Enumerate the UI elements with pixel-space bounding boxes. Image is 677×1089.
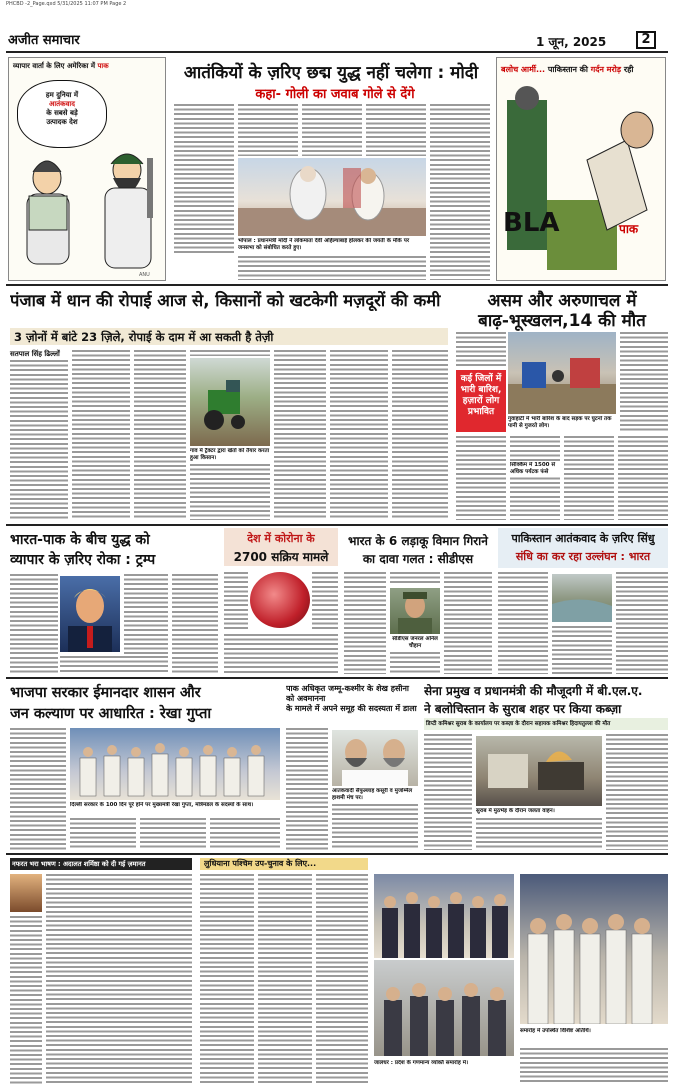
bottom-photo-right-caption: समारोह में उपस्थित विशिष्ट अतिथि। <box>520 1028 591 1034</box>
page-number: 2 <box>636 31 656 49</box>
cartoon-left-title-accent: पाक <box>97 62 109 70</box>
lead-subheadline: कहा- गोली का जवाब गोले से देंगे <box>255 87 415 102</box>
cds-text-bottom <box>390 652 440 674</box>
corona-text-right <box>312 572 338 632</box>
paddy-text-col-3 <box>134 350 186 520</box>
rekha-text-col-4 <box>210 818 280 850</box>
section-rule-1 <box>6 284 668 286</box>
army-subheadline: डिप्टी कमिश्नर सुराब के कार्यालय पर कब्ज़ा के दौरान सहायक कमिश्नर हिदायतुल्ला की मौत <box>424 718 668 730</box>
army-headline-2: ने बलोचिस्तान के सुराब शहर पर किया कब्ज़ा <box>424 702 622 716</box>
paper-name: अजीत समाचार <box>8 33 80 48</box>
paddy-subheadline: 3 ज़ोनों में बांटे 23 ज़िले, रोपाई के दाम में आ सकती है तेज़ी <box>14 330 274 344</box>
lead-text-col-5 <box>430 104 490 280</box>
lead-headline: आतंकियों के ज़रिए छद्म युद्ध नहीं चलेगा : मोदी <box>183 63 479 83</box>
masthead-date: 1 जून, 2025 <box>536 35 607 49</box>
paddy-text-col-5 <box>274 350 326 520</box>
paddy-text-col-2 <box>72 350 130 520</box>
assam-headline-1: असम और अरुणाचल में <box>487 291 637 311</box>
indus-headline-2: संधि का कर रहा उल्लंघन : भारत <box>515 550 651 563</box>
assam-photo <box>508 332 616 414</box>
corona-text-bottom <box>224 634 338 674</box>
army-photo-caption: सुराब में मुठभेड़ के दौरान जलता वाहन। <box>476 808 555 814</box>
cartoon-right <box>496 57 666 281</box>
paddy-byline: सतपाल सिंह ढिल्लों <box>10 350 60 358</box>
assam-text-col-1 <box>456 436 506 520</box>
rekha-photo <box>70 728 280 800</box>
pok-headline-2: के मामले में अपने समूह की सदस्यता में डाला <box>286 704 417 713</box>
scan-header: PHCBD -2_Page.qxd 5/31/2025 11:07 PM Page 2 <box>6 1 127 7</box>
cartoon-right-figures <box>497 80 666 280</box>
rekha-text-col-1 <box>10 728 66 850</box>
rekha-text-col-3 <box>140 818 206 850</box>
cds-text-col-1 <box>344 572 386 674</box>
paddy-text-col-6 <box>330 350 388 520</box>
bottom-left-photo <box>10 874 42 912</box>
assam-text-intro <box>456 332 506 368</box>
lead-text-col-1 <box>174 104 234 256</box>
bottom-photo-left-caption: जालंधर : प्रदेश के गणमान्य व्यक्ति समारोह में। <box>374 1060 469 1066</box>
assam-text-col-2 <box>510 436 560 520</box>
paddy-photo <box>190 358 270 446</box>
corona-virus-image <box>250 572 310 628</box>
army-photo <box>476 736 602 806</box>
assam-text-right-1 <box>620 332 668 432</box>
army-text-col-3 <box>606 734 668 850</box>
pok-text-col-2 <box>332 804 418 850</box>
speech-bubble: हम दुनिया में आतंकवाद के सबसे बड़े उत्पादक देश <box>17 80 107 148</box>
indus-photo <box>552 574 612 622</box>
army-text-col-1 <box>424 734 472 850</box>
rekha-headline-2: जन कल्याण पर आधारित : रेखा गुप्ता <box>10 706 212 722</box>
bottom-mid-headline: लुधियाना पश्चिम उप-चुनाव के लिए... <box>204 859 317 868</box>
bottom-photo-left <box>374 874 514 958</box>
section-rule-2 <box>6 524 668 526</box>
bottom-left-text-2 <box>10 916 42 1084</box>
paddy-headline: पंजाब में धान की रोपाई आज से, किसानों को खटकेगी मज़दूरों की कमी <box>10 291 441 310</box>
assam-subbox: सिक्किम में 1500 से अधिक पर्यटक फंसे <box>510 462 560 476</box>
cartoon-left <box>8 57 166 281</box>
indus-text-col-1 <box>498 572 548 674</box>
assam-text-col-3 <box>564 436 614 520</box>
rekha-text-col-2 <box>70 818 136 850</box>
cartoon-left-figures <box>9 138 166 281</box>
army-text-col-2 <box>476 818 602 850</box>
corona-headline-2: 2700 सक्रिय मामले <box>233 550 329 564</box>
indus-text-col-2 <box>552 626 612 674</box>
pok-photo <box>332 730 418 786</box>
bottom-right-text <box>520 1048 668 1084</box>
rekha-photo-caption: दिल्ली सरकार के 100 दिन पूरे होने पर मुख्यमंत्री रेखा गुप्ता, मंत्रिमंडल के सदस्यों के साथ। <box>70 802 254 808</box>
masthead-rule <box>6 51 668 53</box>
section-rule-3 <box>6 677 668 679</box>
paddy-photo-caption: गांव में ट्रैक्टर द्वारा खेतों को तैयार करता हुआ किसान। <box>190 448 270 461</box>
indus-text-col-3 <box>616 572 668 674</box>
bottom-mid-text-3 <box>316 874 368 1084</box>
army-headline-1: सेना प्रमुख व प्रधानमंत्री की मौजूदगी में बी.एल.ए. <box>424 684 643 698</box>
assam-headline-2: बाढ़-भूस्खलन,14 की मौत <box>478 311 646 331</box>
assam-text-col-4 <box>618 436 668 520</box>
bottom-mid-text-2 <box>258 874 312 1084</box>
cartoon-bla-label: BLA <box>503 208 560 238</box>
pok-photo-caption: आतंकवादी सैफुल्लाह कसूरी व मुजम्मिल हाशमी मंच पर। <box>332 788 413 801</box>
bottom-photo-right <box>520 874 668 1024</box>
cds-headline-1: भारत के 6 लड़ाकू विमान गिराने <box>348 534 488 548</box>
cds-text-col-3 <box>444 572 492 674</box>
cartoon-left-title: व्यापार वार्ता के लिए अमेरिका में <box>13 62 96 70</box>
cartoon-right-title-1: बलोच आर्मी... <box>501 65 546 74</box>
trump-headline-2: व्यापार के ज़रिए रोका : ट्रम्प <box>10 552 156 568</box>
lead-text-bottom <box>238 256 426 280</box>
cartoon-right-title-3: रही <box>623 65 634 74</box>
pok-headline-1: पाक अधिकृत जम्मू-कश्मीर के शेख हसीना को अवमानना <box>286 684 409 703</box>
paddy-text-col-4 <box>190 464 270 520</box>
trump-text-bottom <box>60 656 168 674</box>
section-rule-4 <box>6 853 668 855</box>
bottom-photo-left-2 <box>374 960 514 1056</box>
lead-text-col-2 <box>238 104 298 156</box>
trump-text-col-1 <box>10 574 58 674</box>
pok-text-col-1 <box>286 728 328 850</box>
lead-text-col-4 <box>366 104 426 156</box>
corona-headline-1: देश में कोरोना के <box>247 532 315 545</box>
assam-photo-caption: गुवाहाटी में भारी बारिश के बाद सड़क पर घुटनों तक पानी से गुजरते लोग। <box>508 416 612 429</box>
cds-headline-2: का दावा गलत : सीडीएस <box>362 552 474 566</box>
paddy-text-col-1 <box>10 360 68 520</box>
trump-text-col-2 <box>124 574 168 654</box>
assam-red-box: कई जिलों में भारी बारिश, हज़ारों लोग प्रभावित <box>456 370 506 432</box>
bottom-left-text <box>46 874 192 1084</box>
lead-photo <box>238 158 426 236</box>
indus-headline-1: पाकिस्तान आतंकवाद के ज़रिए सिंधु <box>511 532 655 545</box>
bottom-mid-text-1 <box>200 874 254 1084</box>
cds-photo <box>390 588 440 634</box>
paddy-text-col-7 <box>392 350 448 520</box>
svg-text:ANU: ANU <box>139 272 150 278</box>
lead-photo-caption: भोपाल : प्रधानमंत्री मोदी ने लोकमाता देवी अहिल्याबाई होलकर की जयंती के मौके पर जनसभा को संबोधित करते हुए। <box>238 238 410 251</box>
cds-text-top <box>390 572 440 586</box>
trump-photo <box>60 576 120 652</box>
cartoon-right-title-2: पाकिस्तान की <box>547 65 588 74</box>
bottom-left-headline: नफरत भरा भाषण : अदालत शर्मिष्ठा को दी गई ज़मानत <box>12 860 146 868</box>
paddy-text-top-mid <box>190 350 270 356</box>
cartoon-right-title-accent: गर्दन मरोड़ <box>590 65 622 74</box>
rekha-headline-1: भाजपा सरकार ईमानदार शासन और <box>10 685 201 701</box>
trump-headline-1: भारत-पाक के बीच युद्ध को <box>10 532 150 548</box>
trump-text-col-3 <box>172 574 218 674</box>
corona-text-left <box>224 572 248 632</box>
lead-text-col-3 <box>302 104 362 156</box>
cartoon-pak-label: पाक <box>619 222 639 236</box>
cds-photo-caption: सीडीएस जनरल अनिल चौहान <box>392 636 438 649</box>
